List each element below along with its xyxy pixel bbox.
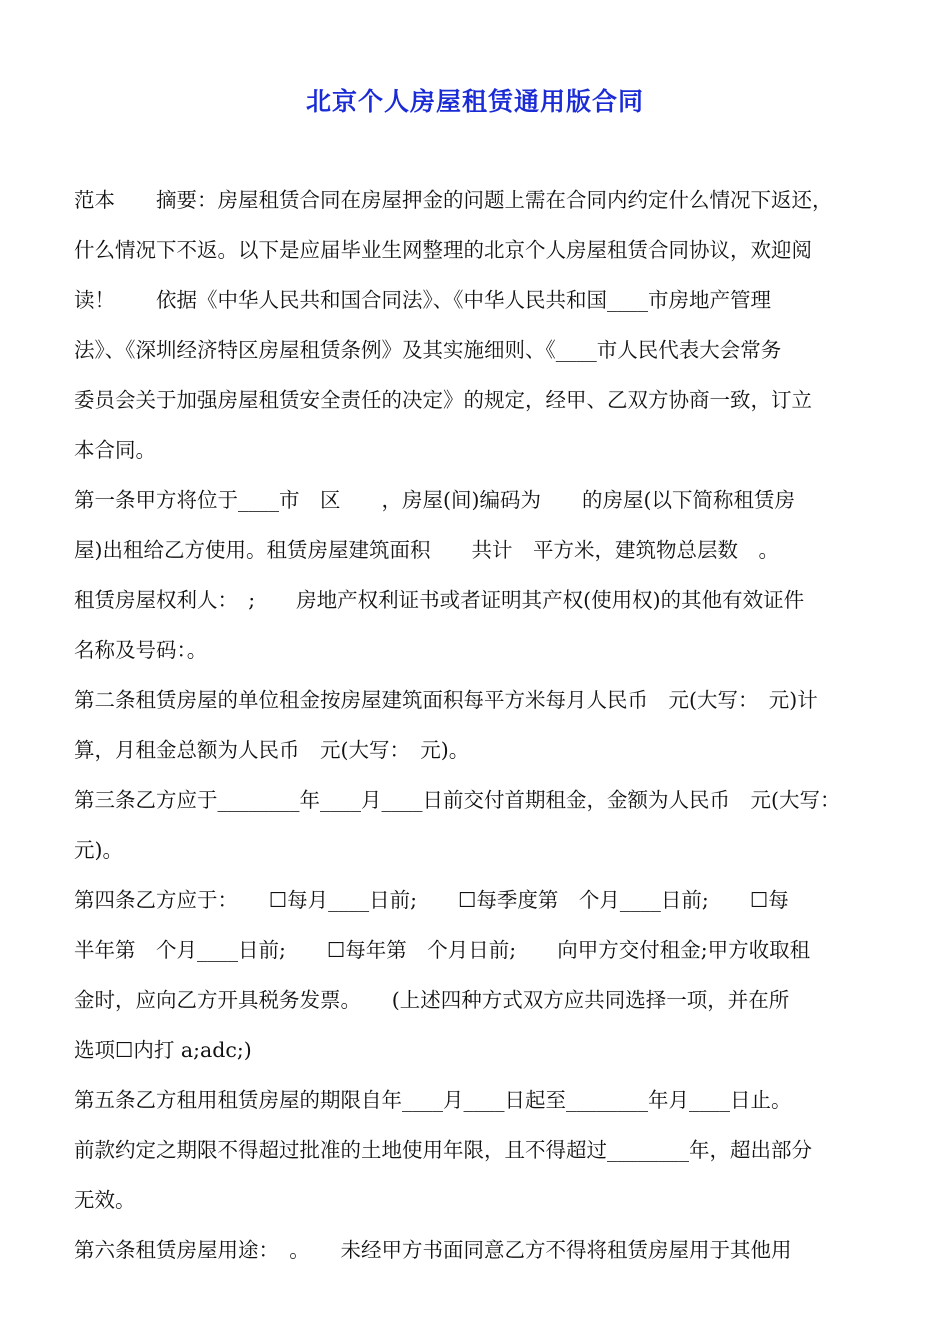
text-line: 第三条乙方应于________年____月____日前交付首期租金，金额为人民币 元(大写： [74,788,841,812]
text-line: 法》、《深圳经济特区房屋租赁条例》及其实施细则、《____市人民代表大会常务 [74,338,782,362]
text-line: 委员会关于加强房屋租赁安全责任的决定》的规定，经甲、乙双方协商一致，订立 [74,388,812,412]
text-line: 屋)出租给乙方使用。租赁房屋建筑面积 共计 平方米，建筑物总层数 。 [74,538,779,562]
text-line: 半年第 个月____日前; ☐每年第 个月日前; 向甲方交付租金;甲方收取租 [74,938,811,962]
text-line: 第六条租赁房屋用途： 。 未经甲方书面同意乙方不得将租赁房屋用于其他用 [74,1238,792,1262]
text-line: 名称及号码：。 [74,638,208,662]
text-line: 第四条乙方应于： ☐每月____日前; ☐每季度第 个月____日前; ☐每 [74,888,789,912]
text-line: 第一条甲方将位于____市 区 ，房屋(间)编码为 的房屋(以下简称租赁房 [74,488,795,512]
document-title: 北京个人房屋租赁通用版合同 [305,87,644,116]
text-line: 选项☐内打 a;adc;) [74,1038,252,1062]
text-line: 什么情况下不返。以下是应届毕业生网整理的北京个人房屋租赁合同协议，欢迎阅 [74,238,812,262]
text-line: 范本 摘要：房屋租赁合同在房屋押金的问题上需在合同内约定什么情况下返还， [74,188,833,212]
text-line: 第二条租赁房屋的单位租金按房屋建筑面积每平方米每月人民币 元(大写： 元)计 [74,688,818,712]
document-body [74,180,882,1280]
text-line: 无效。 [74,1188,136,1212]
text-line: 读！ 依据《中华人民共和国合同法》、《中华人民共和国____市房地产管理 [74,288,771,312]
text-line: 前款约定之期限不得超过批准的土地使用年限，且不得超过________年，超出部分 [74,1138,812,1162]
text-line: 元)。 [74,838,123,862]
text-line: 第五条乙方租用租赁房屋的期限自年____月____日起至________年月____日止。 [74,1088,792,1112]
text-line: 金时，应向乙方开具税务发票。 (上述四种方式双方应共同选择一项，并在所 [74,988,790,1012]
text-line: 算，月租金总额为人民币 元(大写： 元)。 [74,738,470,762]
text-line: 本合同。 [74,438,156,462]
text-line: 租赁房屋权利人： ; 房地产权利证书或者证明其产权(使用权)的其他有效证件 [74,588,805,612]
